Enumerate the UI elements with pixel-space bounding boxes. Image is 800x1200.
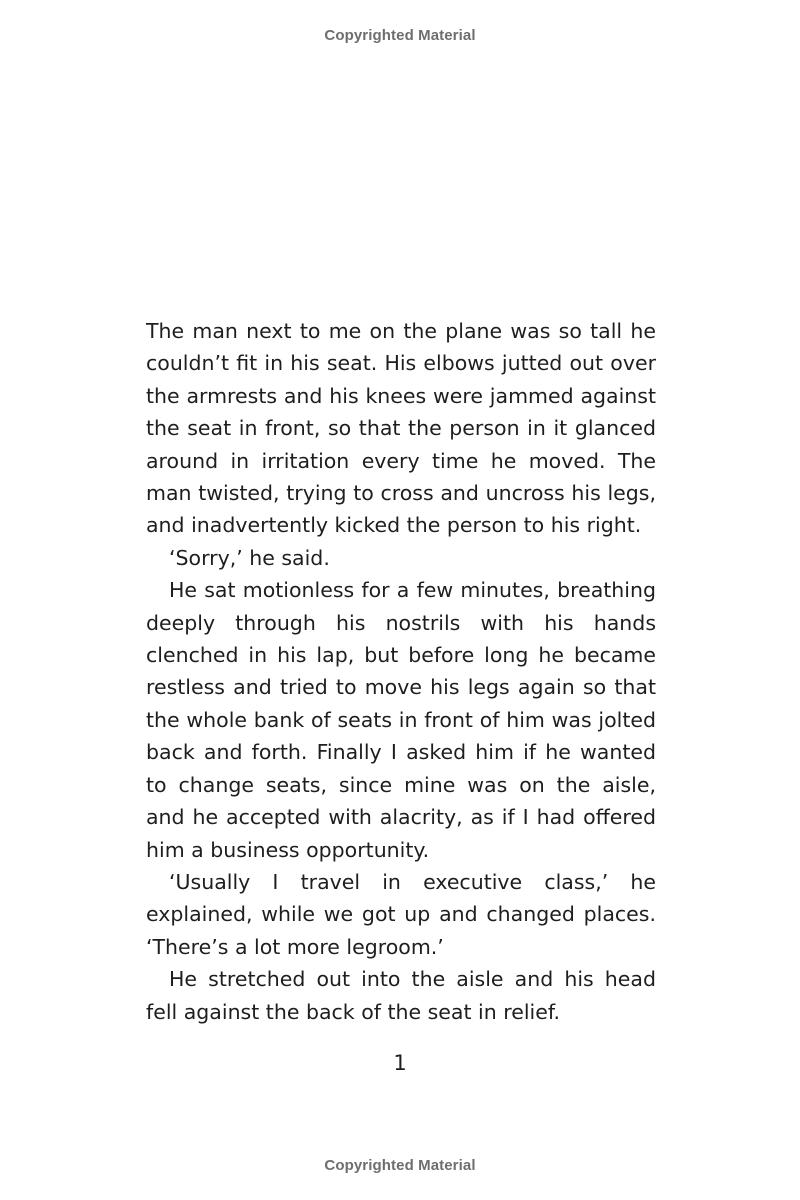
paragraph: He sat motionless for a few minutes, breathing deeply through his nostrils with his hands clenched in his lap, but before long he became restless and tried to move his legs again so that the whole bank of seats in front of him was jolted back and forth. Finally I asked him if he wanted to change seats, since mine was on the aisle, and he accepted with alacrity, as if I had offered him a business opportunity. (146, 578, 656, 862)
paragraph: The man next to me on the plane was so tall he couldn’t fit in his seat. His elbows jutted out over the armrests and his knees were jammed against the seat in front, so that the person in it glanced around in irritation every time he moved. The man twisted, trying to cross and uncross his legs, and inadvertently kicked the person to his right. (146, 319, 656, 538)
page-number: 1 (393, 1051, 407, 1075)
body-text (146, 315, 656, 1028)
paragraph: ‘Sorry,’ he said. (169, 545, 330, 570)
copyright-watermark-bottom: Copyrighted Material (324, 1157, 476, 1174)
copyright-watermark-top: Copyrighted Material (324, 27, 476, 44)
paragraph: He stretched out into the aisle and his head fell against the back of the seat in relief. (146, 967, 656, 1024)
paragraph: ‘Usually I travel in executive class,’ he explained, while we got up and changed places. ‘There’s a lot more legroom.’ (146, 869, 656, 959)
